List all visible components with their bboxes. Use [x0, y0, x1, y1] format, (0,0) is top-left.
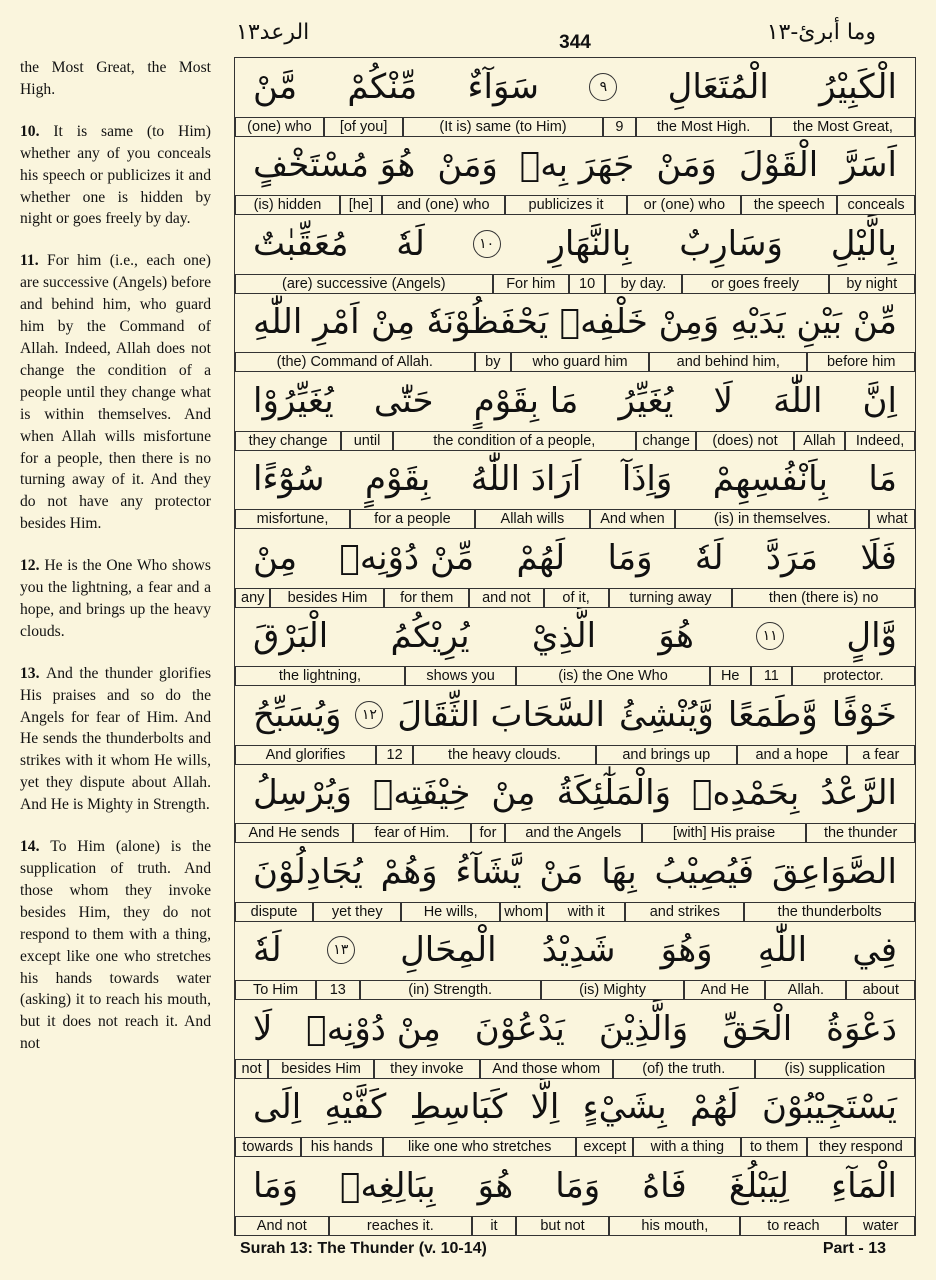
verse-number: 10. [20, 122, 54, 140]
arabic-word: الْحَقِّ [722, 1008, 793, 1049]
arabic-word: فَاهُ [642, 1165, 687, 1206]
english-gloss: 9 [603, 117, 637, 136]
verse-number: 14. [20, 838, 51, 856]
arabic-word: وَهُمْ [380, 851, 438, 892]
english-gloss: and (one) who [382, 195, 505, 214]
english-gloss: (is) hidden [235, 195, 340, 214]
english-gloss: dispute [235, 902, 313, 921]
english-gloss: water [846, 1216, 915, 1235]
english-gloss-line [235, 274, 915, 293]
arabic-word: وَمَا [253, 1165, 298, 1206]
arabic-word: مِّنْكُمْ [347, 66, 418, 107]
english-gloss: Allah wills [475, 509, 590, 528]
arabic-word: بِحَمْدِهٖ [692, 773, 800, 813]
arabic-word: فَيُصِيْبُ [654, 851, 755, 892]
english-gloss: misfortune, [235, 509, 350, 528]
english-gloss: (the) Command of Allah. [235, 352, 475, 371]
word-row [235, 922, 915, 1001]
arabic-line [235, 765, 915, 822]
arabic-word: الْمِحَالِ [400, 930, 497, 970]
english-gloss: they respond [807, 1137, 915, 1156]
arabic-word: الْمُتَعَالِ [667, 66, 769, 107]
translation-paragraph [20, 57, 211, 101]
english-gloss: for a people [350, 509, 475, 528]
verse-number: 13. [20, 664, 46, 682]
english-gloss: with a thing [633, 1137, 741, 1156]
english-gloss: the heavy clouds. [413, 745, 596, 764]
arabic-word: يُرِيْكُمُ [390, 616, 470, 656]
arabic-word: اللّٰهِ [757, 930, 808, 970]
verse-number: 11. [20, 252, 48, 270]
arabic-word: بِهَا [601, 851, 637, 892]
arabic-word: يَّشَآءُ [455, 851, 522, 892]
verse-end-marker: ١٠ [473, 230, 501, 258]
word-by-word-grid [234, 57, 916, 1236]
english-gloss: besides Him [270, 588, 384, 607]
arabic-word: وَّطَمَعًا [727, 694, 818, 735]
arabic-word: لَا [253, 1008, 273, 1049]
english-gloss: (is) the One Who [516, 666, 709, 685]
english-gloss: [he] [340, 195, 382, 214]
arabic-word: وَالَّذِيْنَ [598, 1008, 689, 1049]
english-gloss: (does) not [696, 431, 793, 450]
english-gloss: they invoke [374, 1059, 480, 1078]
english-gloss: what [869, 509, 915, 528]
english-gloss: And not [235, 1216, 329, 1235]
translation-paragraph [20, 555, 211, 643]
english-gloss-line [235, 1137, 915, 1156]
arabic-line [235, 608, 915, 665]
arabic-word: مَا [868, 459, 897, 499]
english-gloss-line [235, 1216, 915, 1235]
arabic-word: بِشَيْءٍ [582, 1087, 667, 1127]
english-gloss-line [235, 823, 915, 842]
arabic-word: الصَّوَاعِقَ [771, 851, 897, 892]
arabic-word: كَفَّيْهِ [324, 1087, 387, 1127]
arabic-word: هُوَ [658, 616, 694, 656]
arabic-word: مِنْ [253, 537, 298, 578]
arabic-word: الْمَآءِ [831, 1165, 897, 1206]
arabic-word: دَعْوَةُ [826, 1008, 897, 1049]
english-gloss-line [235, 431, 915, 450]
arabic-word: لَهُمْ [689, 1087, 739, 1127]
english-gloss: shows you [405, 666, 516, 685]
arabic-word: الْقَوْلَ [738, 145, 819, 185]
english-gloss: the condition of a people, [393, 431, 636, 450]
english-gloss: or (one) who [627, 195, 741, 214]
translation-text: To Him (alone) is the supplication of truth. And those whom they invoke besides Him, they do not respond to them with a thing, except like one who stretches his hands towards water (asking) it to reach his mouth, but it does not reach it. And not [20, 838, 211, 1053]
arabic-word: وَمَا [555, 1165, 601, 1206]
arabic-word: يُغَيِّرُوْا [253, 380, 334, 421]
english-gloss: yet they [313, 902, 401, 921]
english-gloss: who guard him [511, 352, 649, 371]
english-gloss-line [235, 902, 915, 921]
arabic-word: وَّالٍ [846, 616, 897, 656]
english-gloss: and behind him, [649, 352, 807, 371]
arabic-word: وَمَا [607, 537, 653, 578]
arabic-word: يَدْعُوْنَ [474, 1008, 565, 1049]
english-gloss-line [235, 1059, 915, 1078]
arabic-word: بِالَّيْلِ [830, 223, 897, 264]
arabic-word: خِيْفَتِهٖ [372, 773, 471, 813]
word-row [235, 137, 915, 216]
english-gloss: fear of Him. [353, 823, 471, 842]
english-gloss: the speech [741, 195, 837, 214]
translation-text: the Most Great, the Most High. [20, 59, 211, 98]
arabic-word: هُوَ مُسْتَخْفٍ [253, 145, 416, 185]
word-row [235, 1157, 915, 1236]
english-gloss: then (there is) no [732, 588, 915, 607]
english-gloss-line [235, 980, 915, 999]
arabic-word: سُوْٓءًا [253, 459, 325, 499]
english-gloss: by day. [605, 274, 681, 293]
english-gloss: for [471, 823, 505, 842]
arabic-line [235, 294, 915, 351]
english-gloss: the lightning, [235, 666, 405, 685]
arabic-word: اَمْرِ اللّٰهِ [253, 302, 360, 342]
english-gloss: (are) successive (Angels) [235, 274, 493, 293]
english-gloss: a fear [847, 745, 915, 764]
arabic-word: يَحْفَظُوْنَهٗ [426, 302, 549, 342]
english-gloss-line [235, 195, 915, 214]
english-gloss: and the Angels [505, 823, 642, 842]
arabic-word: وَيُرْسِلُ [253, 773, 352, 813]
english-gloss: towards [235, 1137, 301, 1156]
verse-end-marker: ١١ [756, 622, 784, 650]
word-row [235, 843, 915, 922]
english-gloss: protector. [792, 666, 915, 685]
english-gloss: of it, [544, 588, 609, 607]
english-gloss: the thunder [806, 823, 915, 842]
arabic-word: مَا بِقَوْمٍ [473, 380, 579, 421]
arabic-word: وَهُوَ [660, 930, 713, 970]
english-gloss: [of you] [324, 117, 404, 136]
english-gloss: And glorifies [235, 745, 376, 764]
translation-column [20, 57, 211, 1075]
english-gloss: like one who stretches [383, 1137, 576, 1156]
translation-paragraph [20, 250, 211, 535]
english-gloss: they change [235, 431, 341, 450]
arabic-word: اللّٰهَ [773, 380, 823, 421]
arabic-word: وَالْمَلٰٓئِكَةُ [556, 773, 671, 813]
arabic-line [235, 1079, 915, 1136]
english-gloss: For him [493, 274, 569, 293]
arabic-line [235, 58, 915, 115]
english-gloss: (is) Mighty [541, 980, 685, 999]
arabic-word: وَمَنْ [437, 145, 498, 185]
arabic-word: اِلَى [253, 1087, 302, 1127]
arabic-word: مَّنْ [253, 66, 298, 107]
arabic-word: مِّنْ بَيْنِ يَدَيْهِ [730, 302, 897, 342]
english-gloss: except [576, 1137, 633, 1156]
arabic-word: فَلَا [860, 537, 897, 578]
arabic-word: جَهَرَ بِهٖ [519, 145, 635, 185]
arabic-word: وَّيُنْشِئُ [619, 694, 714, 735]
arabic-word: الرَّعْدُ [820, 773, 897, 813]
word-row [235, 294, 915, 373]
arabic-line [235, 215, 915, 272]
english-gloss: besides Him [268, 1059, 374, 1078]
arabic-word: فِي [852, 930, 897, 970]
english-gloss: for them [384, 588, 469, 607]
english-gloss: (is) supplication [755, 1059, 915, 1078]
arabic-word: بِاَنْفُسِهِمْ [712, 459, 828, 499]
english-gloss-line [235, 588, 915, 607]
arabic-word: يُغَيِّرُ [618, 380, 674, 421]
english-gloss: the Most Great, [771, 117, 915, 136]
arabic-word: مِنْ [370, 302, 416, 342]
arabic-word: اَرَادَ اللّٰهُ [470, 459, 582, 499]
verse-end-marker: ١٢ [355, 701, 383, 729]
arabic-word: يُجَادِلُوْنَ [253, 851, 363, 892]
english-gloss: And He [684, 980, 765, 999]
english-gloss: his mouth, [609, 1216, 740, 1235]
juz-name-header: وما أبرئ-١٣ [766, 20, 876, 45]
word-row [235, 372, 915, 451]
verse-end-marker: ١٣ [327, 936, 355, 964]
arabic-word: يَسْتَجِيْبُوْنَ [761, 1087, 897, 1127]
english-gloss: publicizes it [505, 195, 628, 214]
english-gloss: change [636, 431, 697, 450]
arabic-line [235, 843, 915, 900]
english-gloss: [with] His praise [642, 823, 807, 842]
arabic-word: وَسَارِبٌ [679, 223, 783, 264]
english-gloss: and a hope [737, 745, 847, 764]
english-gloss: (is) in themselves. [675, 509, 869, 528]
english-gloss-line [235, 352, 915, 371]
arabic-word: مَرَدَّ [765, 537, 818, 578]
arabic-line [235, 529, 915, 586]
arabic-word: سَوَآءٌ [467, 66, 540, 107]
arabic-word: خَوْفًا [831, 694, 897, 735]
english-gloss: Allah. [765, 980, 846, 999]
verse-number: 12. [20, 557, 45, 575]
english-gloss-line [235, 745, 915, 764]
arabic-word: وَيُسَبِّحُ [253, 694, 342, 735]
arabic-line [235, 1000, 915, 1057]
english-gloss: 10 [569, 274, 605, 293]
english-gloss-line [235, 117, 915, 136]
translation-paragraph [20, 663, 211, 816]
arabic-word: حَتّٰى [373, 380, 434, 421]
arabic-word: كَبَاسِطِ [409, 1087, 508, 1127]
translation-text: He is the One Who shows you the lightning, a fear and a hope, and brings up the heavy clouds. [20, 557, 211, 640]
english-gloss: (It is) same (to Him) [403, 117, 602, 136]
english-gloss: He [710, 666, 751, 685]
english-gloss: reaches it. [329, 1216, 473, 1235]
arabic-line [235, 922, 915, 979]
english-gloss: conceals [837, 195, 915, 214]
surah-name-header: الرعد١٣ [236, 20, 310, 45]
english-gloss: before him [807, 352, 915, 371]
arabic-word: مَنْ [539, 851, 584, 892]
footer-part: Part - 13 [822, 1240, 886, 1257]
arabic-line [235, 686, 915, 743]
arabic-word: بِبَالِغِهٖ [340, 1165, 436, 1206]
english-gloss: Indeed, [845, 431, 915, 450]
english-gloss: any [235, 588, 270, 607]
english-gloss: To Him [235, 980, 316, 999]
arabic-word: لَهُمْ [516, 537, 566, 578]
english-gloss: whom [500, 902, 547, 921]
arabic-word: مِنْ [491, 773, 536, 813]
english-gloss: and strikes [625, 902, 744, 921]
word-row [235, 1079, 915, 1158]
english-gloss: And when [590, 509, 675, 528]
english-gloss: with it [547, 902, 625, 921]
translation-text: For him (i.e., each one) are successive (Angels) before and behind him, who guard him by the Command of Allah. Indeed, Allah does not change the condition of a people until they change what is within themselves. And when Allah wills misfortune for a people, then there is no turning away of it. And they do not have any protector besides Him. [20, 252, 211, 533]
word-row [235, 451, 915, 530]
translation-text: And the thunder glorifies His praises and so do the Angels for fear of Him. And He sends the thunderbolts and strikes with it whom He wills, yet they dispute about Allah. And He is Mighty in Strength. [20, 664, 212, 814]
arabic-word: اِلَّا [530, 1087, 560, 1127]
arabic-line [235, 137, 915, 194]
english-gloss: not [235, 1059, 268, 1078]
english-gloss: He wills, [401, 902, 500, 921]
arabic-word: الَّذِيْ [531, 616, 597, 656]
arabic-word: اِنَّ [862, 380, 897, 421]
english-gloss: to reach [740, 1216, 846, 1235]
english-gloss: 11 [751, 666, 792, 685]
arabic-word: الْبَرْقَ [253, 616, 329, 656]
english-gloss: And those whom [480, 1059, 613, 1078]
english-gloss: the Most High. [636, 117, 771, 136]
arabic-word: بِالنَّهَارِ [548, 223, 632, 264]
arabic-word: مِّنْ دُوْنِهٖ [339, 537, 475, 578]
verse-end-marker: ٩ [589, 73, 617, 101]
english-gloss: his hands [301, 1137, 384, 1156]
translation-paragraph [20, 121, 211, 231]
arabic-word: لَهٗ [253, 930, 282, 970]
arabic-word: لَهٗ [694, 537, 724, 578]
english-gloss: until [341, 431, 393, 450]
english-gloss: Allah [794, 431, 846, 450]
arabic-word: اَسَرَّ [840, 145, 897, 185]
footer-surah-title: Surah 13: The Thunder (v. 10-14) [240, 1240, 487, 1257]
english-gloss: and brings up [596, 745, 737, 764]
english-gloss: (of) the truth. [613, 1059, 755, 1078]
english-gloss: to them [741, 1137, 807, 1156]
arabic-word: هُوَ [477, 1165, 514, 1206]
arabic-word: الْكَبِيْرُ [819, 66, 897, 107]
english-gloss: by [475, 352, 511, 371]
arabic-word: مُعَقِّبٰتٌ [253, 223, 349, 264]
translation-text: It is same (to Him) whether any of you conceals his speech or publicizes it and whether one is hidden by night or goes freely by day. [20, 122, 211, 228]
arabic-word: وَمَنْ [656, 145, 717, 185]
arabic-word: وَاِذَآ [621, 459, 673, 499]
word-row [235, 1000, 915, 1079]
english-gloss: about [846, 980, 915, 999]
english-gloss: And He sends [235, 823, 353, 842]
word-row [235, 215, 915, 294]
english-gloss: 13 [316, 980, 360, 999]
arabic-word: شَدِيْدُ [541, 930, 616, 970]
page-number: 344 [559, 32, 591, 53]
english-gloss: the thunderbolts [744, 902, 915, 921]
english-gloss: or goes freely [682, 274, 829, 293]
english-gloss: (one) who [235, 117, 324, 136]
arabic-word: لَا [713, 380, 733, 421]
arabic-line [235, 451, 915, 508]
english-gloss: but not [516, 1216, 610, 1235]
english-gloss-line [235, 509, 915, 528]
word-row [235, 608, 915, 687]
english-gloss-line [235, 666, 915, 685]
arabic-word: وَمِنْ خَلْفِهٖ [559, 302, 720, 342]
word-row [235, 58, 915, 137]
word-row [235, 529, 915, 608]
english-gloss: (in) Strength. [360, 980, 541, 999]
translation-paragraph [20, 836, 211, 1055]
arabic-word: بِقَوْمٍ [365, 459, 431, 499]
english-gloss: turning away [609, 588, 733, 607]
english-gloss: 12 [376, 745, 413, 764]
english-gloss: it [472, 1216, 516, 1235]
arabic-line [235, 372, 915, 429]
english-gloss: by night [829, 274, 916, 293]
arabic-word: لَهٗ [396, 223, 425, 264]
arabic-word: مِنْ دُوْنِهٖ [306, 1008, 441, 1049]
arabic-line [235, 1157, 915, 1214]
arabic-word: السَّحَابَ الثِّقَالَ [397, 694, 606, 735]
word-row [235, 765, 915, 844]
arabic-word: لِيَبْلُغَ [728, 1165, 790, 1206]
word-row [235, 686, 915, 765]
english-gloss: and not [469, 588, 544, 607]
